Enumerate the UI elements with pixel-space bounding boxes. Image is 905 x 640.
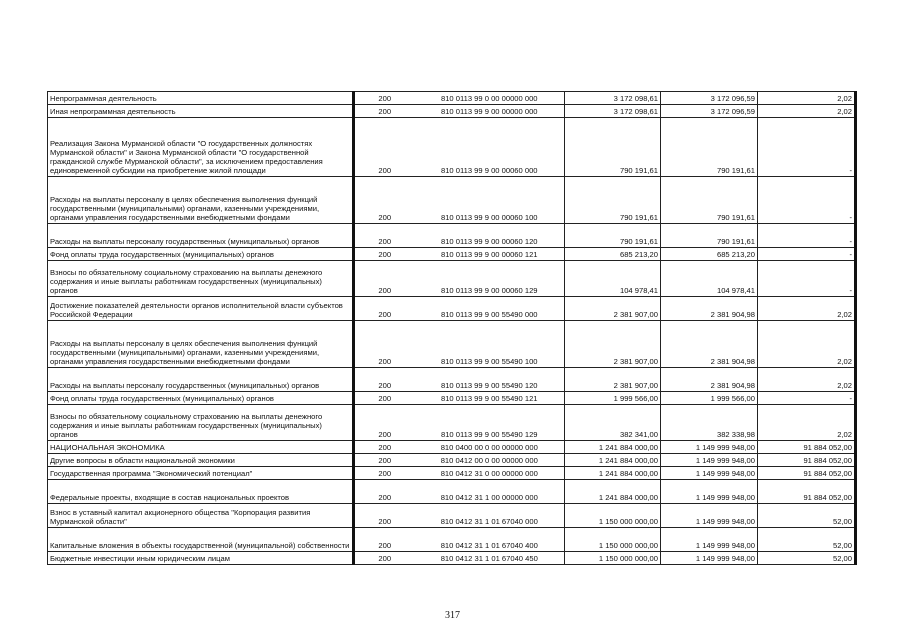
expense-name: Реализация Закона Мурманской области "О государственных должностях Мурманской области" и Закона Мурманской области "О государственной гражданской службе Мурманской области", за исключением предоставления единовременной субсидии на приобретение жилой площади (48, 118, 354, 177)
line-code: 200 (354, 392, 415, 405)
budget-classification-code: 810 0113 99 0 00 00000 000 (415, 92, 565, 105)
expense-name: Непрограммная деятельность (48, 92, 354, 105)
table-row (48, 297, 856, 321)
executed-amount: 790 191,61 (661, 224, 758, 248)
approved-amount: 790 191,61 (565, 118, 661, 177)
unexecuted-amount: 91 884 052,00 (758, 467, 856, 480)
budget-classification-code: 810 0113 99 9 00 55490 000 (415, 297, 565, 321)
approved-amount: 1 150 000 000,00 (565, 504, 661, 528)
line-code: 200 (354, 261, 415, 297)
approved-amount: 2 381 907,00 (565, 321, 661, 368)
unexecuted-amount: 52,00 (758, 504, 856, 528)
executed-amount: 2 381 904,98 (661, 297, 758, 321)
budget-classification-code: 810 0400 00 0 00 00000 000 (415, 441, 565, 454)
line-code: 200 (354, 454, 415, 467)
table-body (48, 92, 856, 565)
budget-classification-code: 810 0113 99 9 00 55490 120 (415, 368, 565, 392)
budget-classification-code: 810 0113 99 9 00 55490 129 (415, 405, 565, 441)
budget-classification-code: 810 0412 00 0 00 00000 000 (415, 454, 565, 467)
expense-name: Фонд оплаты труда государственных (муниципальных) органов (48, 248, 354, 261)
table-row (48, 480, 856, 504)
line-code: 200 (354, 441, 415, 454)
expense-name: Иная непрограммная деятельность (48, 105, 354, 118)
executed-amount: 685 213,20 (661, 248, 758, 261)
executed-amount: 1 149 999 948,00 (661, 467, 758, 480)
unexecuted-amount: 2,02 (758, 105, 856, 118)
table-row (48, 248, 856, 261)
expense-name: Достижение показателей деятельности органов исполнительной власти субъектов Российской Федерации (48, 297, 354, 321)
unexecuted-amount: - (758, 261, 856, 297)
table-row (48, 177, 856, 224)
approved-amount: 382 341,00 (565, 405, 661, 441)
approved-amount: 790 191,61 (565, 177, 661, 224)
budget-classification-code: 810 0412 31 1 00 00000 000 (415, 480, 565, 504)
line-code: 200 (354, 105, 415, 118)
approved-amount: 790 191,61 (565, 224, 661, 248)
executed-amount: 1 999 566,00 (661, 392, 758, 405)
table-row (48, 454, 856, 467)
line-code: 200 (354, 467, 415, 480)
executed-amount: 790 191,61 (661, 118, 758, 177)
unexecuted-amount: - (758, 248, 856, 261)
budget-classification-code: 810 0113 99 9 00 00060 120 (415, 224, 565, 248)
approved-amount: 1 999 566,00 (565, 392, 661, 405)
budget-classification-code: 810 0113 99 9 00 00060 000 (415, 118, 565, 177)
budget-classification-code: 810 0113 99 9 00 00060 100 (415, 177, 565, 224)
approved-amount: 3 172 098,61 (565, 92, 661, 105)
unexecuted-amount: - (758, 177, 856, 224)
expense-name: Расходы на выплаты персоналу в целях обеспечения выполнения функций государственными (муниципальными) органами, казенными учреждениями, органами управления государственными внебюджетными фондами (48, 321, 354, 368)
expense-name: Расходы на выплаты персоналу в целях обеспечения выполнения функций государственными (муниципальными) органами, казенными учреждениями, органами управления государственными внебюджетными фондами (48, 177, 354, 224)
budget-classification-code: 810 0113 99 9 00 55490 100 (415, 321, 565, 368)
executed-amount: 382 338,98 (661, 405, 758, 441)
unexecuted-amount: 91 884 052,00 (758, 454, 856, 467)
approved-amount: 685 213,20 (565, 248, 661, 261)
budget-classification-code: 810 0412 31 1 01 67040 450 (415, 552, 565, 565)
table-row (48, 504, 856, 528)
expense-name: Федеральные проекты, входящие в состав национальных проектов (48, 480, 354, 504)
unexecuted-amount: - (758, 392, 856, 405)
unexecuted-amount: 2,02 (758, 297, 856, 321)
line-code: 200 (354, 248, 415, 261)
expense-name: Взнос в уставный капитал акционерного общества "Корпорация развития Мурманской области" (48, 504, 354, 528)
table-row (48, 467, 856, 480)
table-row (48, 261, 856, 297)
line-code: 200 (354, 552, 415, 565)
table-row (48, 405, 856, 441)
executed-amount: 790 191,61 (661, 177, 758, 224)
table-row (48, 368, 856, 392)
table-row (48, 105, 856, 118)
line-code: 200 (354, 368, 415, 392)
executed-amount: 2 381 904,98 (661, 368, 758, 392)
unexecuted-amount: 2,02 (758, 321, 856, 368)
expense-name: Бюджетные инвестиции иным юридическим лицам (48, 552, 354, 565)
executed-amount: 3 172 096,59 (661, 105, 758, 118)
budget-classification-code: 810 0412 31 1 01 67040 400 (415, 528, 565, 552)
unexecuted-amount: - (758, 224, 856, 248)
line-code: 200 (354, 480, 415, 504)
executed-amount: 2 381 904,98 (661, 321, 758, 368)
expense-name: Расходы на выплаты персоналу государственных (муниципальных) органов (48, 368, 354, 392)
budget-classification-code: 810 0412 31 0 00 00000 000 (415, 467, 565, 480)
unexecuted-amount: - (758, 118, 856, 177)
table-row (48, 118, 856, 177)
table-row (48, 528, 856, 552)
budget-classification-code: 810 0113 99 9 00 00060 129 (415, 261, 565, 297)
unexecuted-amount: 2,02 (758, 368, 856, 392)
expense-name: Расходы на выплаты персоналу государственных (муниципальных) органов (48, 224, 354, 248)
approved-amount: 2 381 907,00 (565, 297, 661, 321)
approved-amount: 1 241 884 000,00 (565, 441, 661, 454)
unexecuted-amount: 52,00 (758, 552, 856, 565)
executed-amount: 1 149 999 948,00 (661, 480, 758, 504)
expense-name: Взносы по обязательному социальному страхованию на выплаты денежного содержания и иные выплаты работникам государственных (муниципальных) органов (48, 405, 354, 441)
unexecuted-amount: 52,00 (758, 528, 856, 552)
expense-name: Государственная программа "Экономический потенциал" (48, 467, 354, 480)
budget-classification-code: 810 0412 31 1 01 67040 000 (415, 504, 565, 528)
approved-amount: 1 241 884 000,00 (565, 454, 661, 467)
executed-amount: 1 149 999 948,00 (661, 528, 758, 552)
approved-amount: 1 150 000 000,00 (565, 552, 661, 565)
table-row (48, 92, 856, 105)
line-code: 200 (354, 297, 415, 321)
executed-amount: 104 978,41 (661, 261, 758, 297)
line-code: 200 (354, 177, 415, 224)
unexecuted-amount: 2,02 (758, 405, 856, 441)
executed-amount: 3 172 096,59 (661, 92, 758, 105)
line-code: 200 (354, 224, 415, 248)
page-number: 317 (445, 610, 460, 621)
approved-amount: 2 381 907,00 (565, 368, 661, 392)
line-code: 200 (354, 405, 415, 441)
expense-name: Фонд оплаты труда государственных (муниципальных) органов (48, 392, 354, 405)
table-row (48, 441, 856, 454)
unexecuted-amount: 2,02 (758, 92, 856, 105)
executed-amount: 1 149 999 948,00 (661, 504, 758, 528)
budget-classification-code: 810 0113 99 9 00 55490 121 (415, 392, 565, 405)
budget-classification-code: 810 0113 99 9 00 00000 000 (415, 105, 565, 118)
expense-name: Другие вопросы в области национальной экономики (48, 454, 354, 467)
expense-name: Капитальные вложения в объекты государственной (муниципальной) собственности (48, 528, 354, 552)
table-row (48, 321, 856, 368)
table-row (48, 552, 856, 565)
executed-amount: 1 149 999 948,00 (661, 552, 758, 565)
expense-name: Взносы по обязательному социальному страхованию на выплаты денежного содержания и иные выплаты работникам государственных (муниципальных) органов (48, 261, 354, 297)
line-code: 200 (354, 528, 415, 552)
budget-execution-table (47, 91, 857, 565)
expense-name: НАЦИОНАЛЬНАЯ ЭКОНОМИКА (48, 441, 354, 454)
approved-amount: 1 150 000 000,00 (565, 528, 661, 552)
executed-amount: 1 149 999 948,00 (661, 454, 758, 467)
table-row (48, 224, 856, 248)
approved-amount: 1 241 884 000,00 (565, 480, 661, 504)
table-row (48, 392, 856, 405)
approved-amount: 1 241 884 000,00 (565, 467, 661, 480)
budget-classification-code: 810 0113 99 9 00 00060 121 (415, 248, 565, 261)
line-code: 200 (354, 504, 415, 528)
line-code: 200 (354, 92, 415, 105)
approved-amount: 104 978,41 (565, 261, 661, 297)
line-code: 200 (354, 118, 415, 177)
budget-table-area (47, 91, 855, 565)
unexecuted-amount: 91 884 052,00 (758, 441, 856, 454)
approved-amount: 3 172 098,61 (565, 105, 661, 118)
unexecuted-amount: 91 884 052,00 (758, 480, 856, 504)
line-code: 200 (354, 321, 415, 368)
executed-amount: 1 149 999 948,00 (661, 441, 758, 454)
